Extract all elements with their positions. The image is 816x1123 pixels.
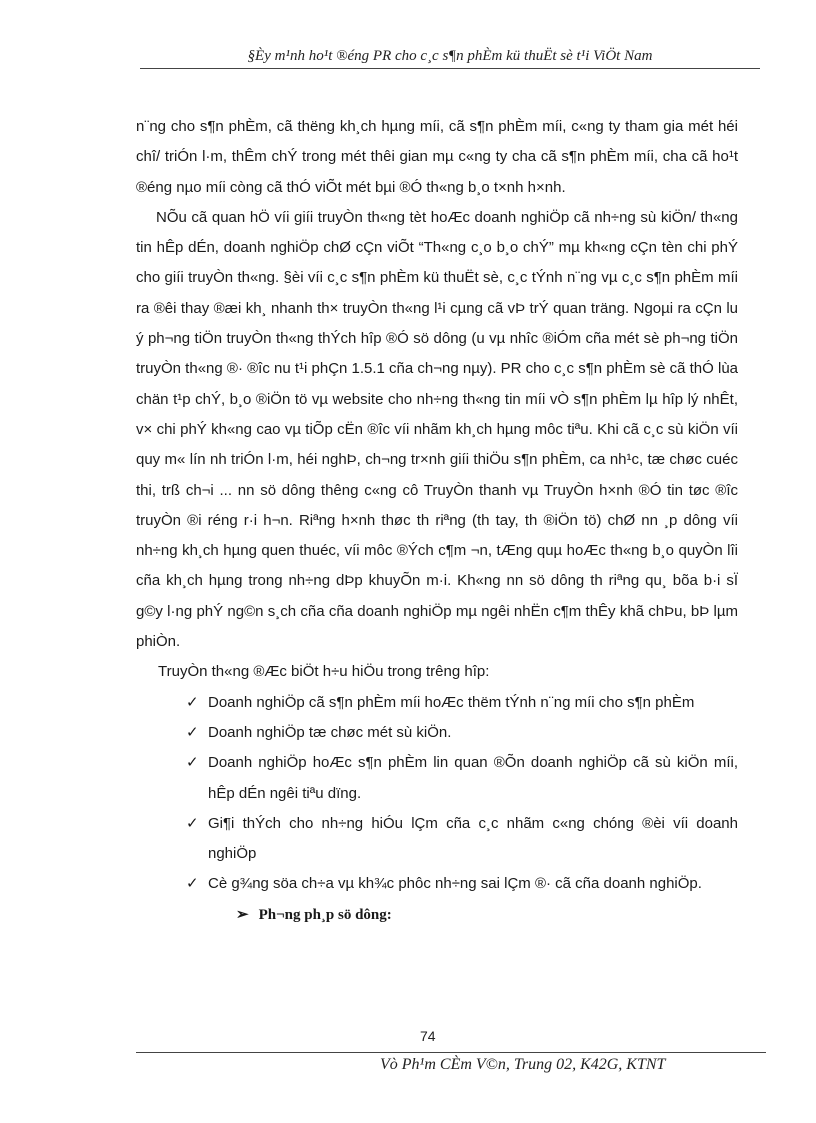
list-item xyxy=(136,869,738,899)
list-item xyxy=(136,688,738,718)
running-header: §Èy m¹nh ho¹t ®éng PR cho c¸c s¶n phÈm kü thuËt sè t¹i ViÖt Nam xyxy=(247,48,653,64)
paragraph: NÕu cã quan hÖ víi giíi truyÒn th«ng tèt hoÆc doanh nghiÖp cã nh÷ng sù kiÖn/ th«ng tin hÊp dÉn, doanh nghiÖp chØ cÇn viÕt “Th«ng c¸o b¸o chÝ” mµ kh«ng cÇn tèn chi phÝ cho giíi truyÒn th«ng. §èi víi c¸c s¶n phÈm kü thuËt sè, c¸c tÝnh n¨ng vµ c¸c s¶n phÈm míi ra ®êi thay ®æi kh¸ nhanh th× truyÒn th«ng l¹i cµng cã vÞ trÝ quan träng. Ngoµi ra cÇn lu ý ph¬ng tiÖn truyÒn th«ng thÝch hîp ®Ó sö dông (u vµ nhîc ®iÓm cña mét sè ph¬ng tiÖn truyÒn th«ng ®· ®îc nu t¹i phÇn 1.5.1 cña ch¬ng nµy). PR cho c¸c s¶n phÈm sè cã thÓ lùa chän t¹p chÝ, b¸o ®iÖn tö vµ website cho nh÷ng th«ng tin míi vÒ s¶n phÈm lµ hîp lý nhÊt, v× chi phÝ kh«ng cao vµ tiÕp cËn ®îc víi nhãm kh¸ch hµng môc tiªu. Khi cã c¸c sù kiÖn víi quy m« lín nh triÓn l·m, héi nghÞ, ch¬ng tr×nh giíi thiÖu s¶n phÈm, ca nh¹c, tæ chøc cuéc thi, trß ch¬i ... nn sö dông thêng c«ng cô TruyÒn thanh vµ TruyÒn h×nh ®Ó tin tøc ®îc truyÒn ®i réng r·i h¬n. Riªng h×nh thøc th riªng (th tay, th ®iÖn tö) chØ nn ¸p dông víi nh÷ng kh¸ch hµng quen thuéc, víi môc ®Ých c¶m ¬n, tÆng quµ hoÆc th«ng b¸o quyÒn lîi cña kh¸ch hµng trong nh÷ng dÞp khuyÕn m·i. Kh«ng nn sö dông th riªng qu¸ bõa b·i sÏ g©y l·ng phÝ ng©n s¸ch cña cña doanh nghiÖp mµ ngêi nhËn c¶m thÊy khã chÞu, bÞ lµm phiÒn. xyxy=(136,208,738,651)
running-footer: Vò Ph¹m CÈm V©n, Trung 02, K42G, KTNT xyxy=(380,1056,666,1073)
list-item-text: Doanh nghiÖp hoÆc s¶n phÈm lin quan ®Õn doanh nghiÖp cã sù kiÖn míi, hÊp dÉn ngêi tiªu dïng. xyxy=(208,754,738,802)
list-item-text: Cè g¾ng söa ch÷a vµ kh¾c phôc nh÷ng sai lÇm ®· cã cña doanh nghiÖp. xyxy=(208,875,702,893)
subheading xyxy=(136,900,738,930)
list-item-text: Doanh nghiÖp cã s¶n phÈm míi hoÆc thëm tÝnh n¨ng míi cho s¶n phÈm xyxy=(208,693,695,711)
bullet-list xyxy=(136,688,738,900)
arrow-right-icon: ➢ xyxy=(236,906,249,923)
list-item-text: Doanh nghiÖp tæ chøc mét sù kiÖn. xyxy=(208,723,452,741)
check-icon: ✓ xyxy=(186,875,199,893)
list-item-text: Gi¶i thÝch cho nh÷ng hiÓu lÇm cña c¸c nhãm c«ng chóng ®èi víi doanh nghiÖp xyxy=(208,814,738,863)
check-icon: ✓ xyxy=(186,723,199,741)
header-divider xyxy=(140,68,760,69)
page-number: 74 xyxy=(420,1028,436,1044)
page-body xyxy=(136,112,738,930)
paragraph: n¨ng cho s¶n phÈm, cã thëng kh¸ch hµng míi, cã s¶n phÈm míi, c«ng ty tham gia mét héi chî/ triÓn l·m, thÊm chÝ trong mét thêi gian mµ c«ng ty cha cã s¶n phÈm míi, cha cã ho¹t ®éng nµo míi còng cã thÓ viÕt mét bµi ®Ó th«ng b¸o t×nh h×nh. xyxy=(136,118,738,196)
list-item xyxy=(136,809,738,870)
check-icon: ✓ xyxy=(186,754,199,772)
list-item xyxy=(136,718,738,748)
check-icon: ✓ xyxy=(186,814,199,832)
check-icon: ✓ xyxy=(186,693,199,711)
subheading-text: Ph¬ng ph¸p sö dông: xyxy=(258,906,392,923)
list-lead: TruyÒn th«ng ®Æc biÖt h÷u hiÖu trong trêng hîp: xyxy=(158,663,490,681)
footer-divider xyxy=(136,1052,766,1053)
list-item xyxy=(136,748,738,809)
